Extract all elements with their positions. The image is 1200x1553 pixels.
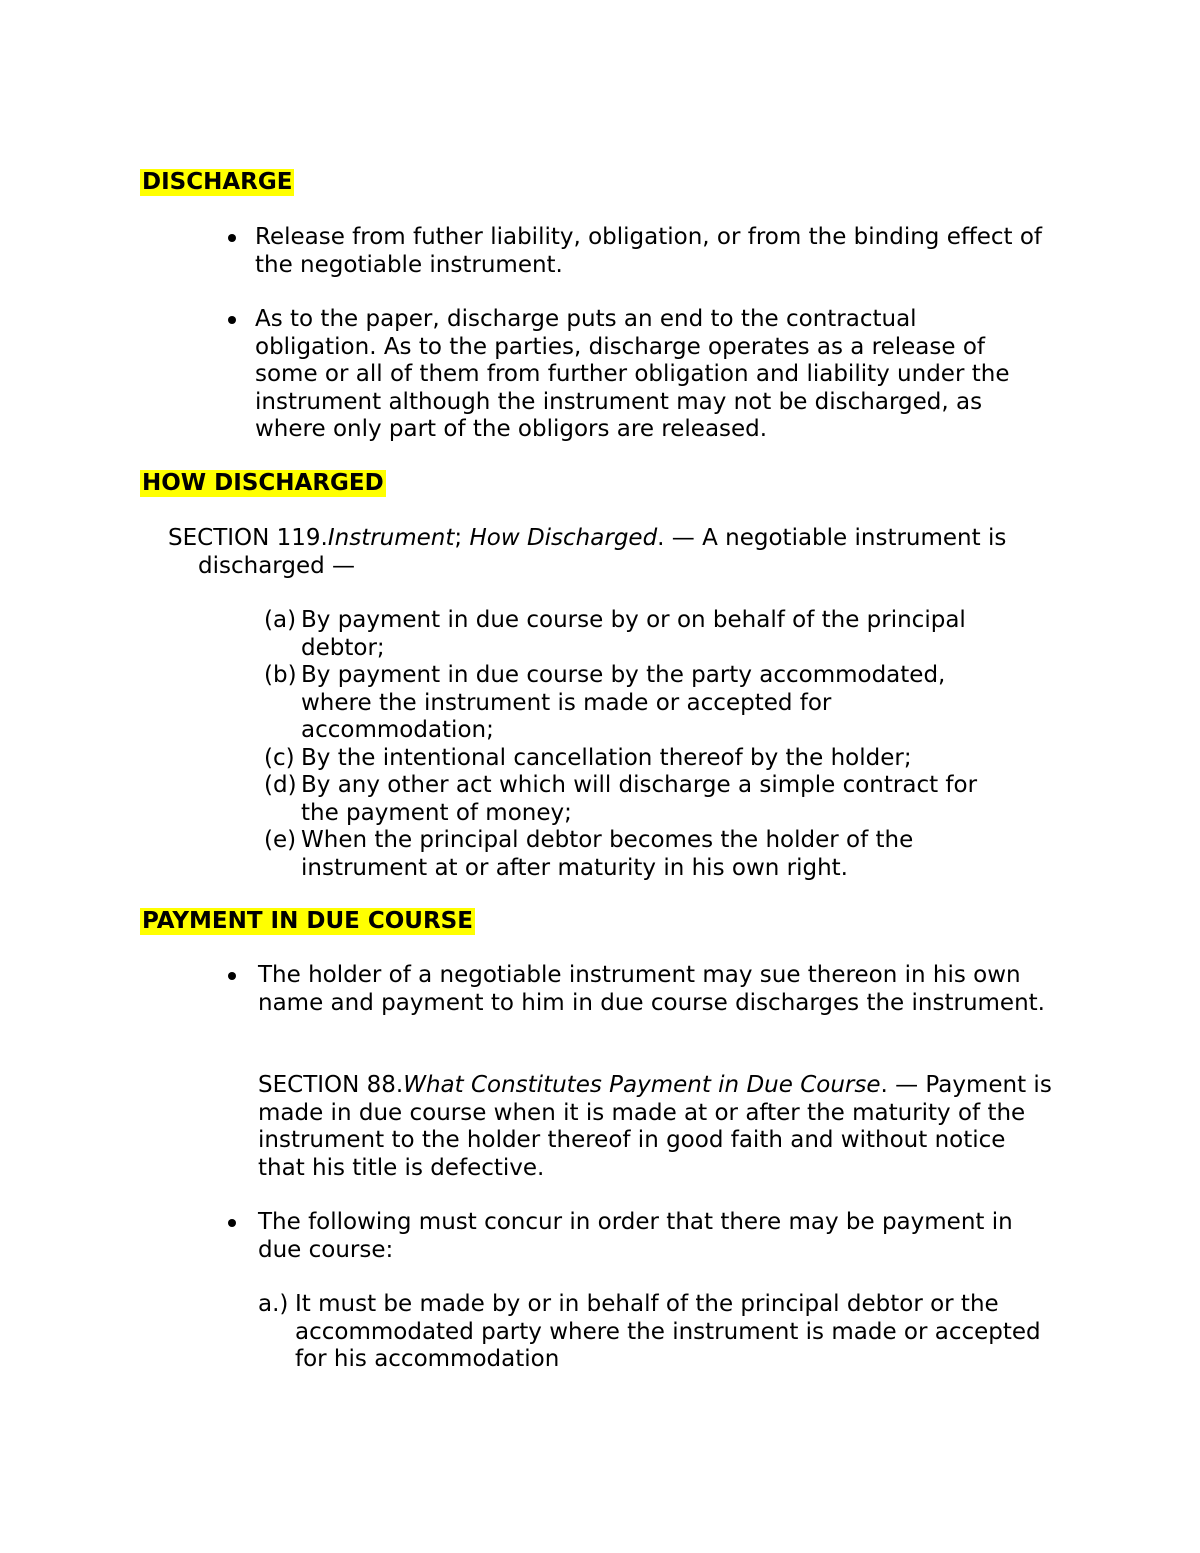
- list-item: [228, 224, 1068, 279]
- list-item: [264, 827, 991, 882]
- section-prefix: SECTION 119.: [168, 525, 328, 551]
- section-rest: . — A negotiable instrument is discharged —: [198, 525, 1007, 579]
- section-rest: . — Payment is made in due course when it is made at or after the maturity of the instrument to the holder thereof in good faith and without notice that his title is defective.: [258, 1072, 1052, 1181]
- list-item: [264, 745, 991, 773]
- item-text: When the principal debtor becomes the holder of the instrument at or after maturity in his own right.: [301, 827, 914, 881]
- list-item: [264, 772, 991, 827]
- list-item: [264, 607, 991, 662]
- section-119-intro: [168, 525, 1038, 580]
- section-title-a: Instrument: [327, 525, 455, 551]
- heading-text: HOW DISCHARGED: [142, 470, 384, 496]
- heading-payment-in-due-course: [140, 908, 475, 936]
- section-prefix: SECTION 88.: [258, 1072, 404, 1098]
- item-label: (e): [264, 827, 297, 853]
- item-label: (a): [264, 607, 297, 633]
- item-text: By payment in due course by or on behalf of the principal debtor;: [301, 607, 966, 661]
- section-title-b: How Discharged: [469, 525, 658, 551]
- item-text: By any other act which will discharge a simple contract for the payment of money;: [301, 772, 978, 826]
- item-label: (b): [264, 662, 297, 688]
- item-label: a.): [258, 1291, 289, 1317]
- bullet-text: The following must concur in order that there may be payment in due course:: [258, 1209, 1013, 1263]
- requisite-item: [258, 1291, 1068, 1374]
- section-88: [258, 1072, 1058, 1182]
- list-item: [228, 1209, 1048, 1264]
- item-text: By the intentional cancellation thereof by the holder;: [301, 744, 912, 771]
- section-sep: ;: [454, 525, 470, 551]
- heading-discharge: [140, 169, 294, 197]
- item-text: By payment in due course by the party accommodated, where the instrument is made or accepted for accommodation;: [301, 662, 946, 743]
- discharge-items-list: [264, 607, 1004, 882]
- bullet-text: The holder of a negotiable instrument may sue thereon in his own name and payment to him in due course discharges the instrument.: [258, 962, 1045, 1016]
- list-item: [228, 962, 1048, 1017]
- heading-text: PAYMENT IN DUE COURSE: [142, 908, 473, 934]
- bullet-text: Release from futher liability, obligation, or from the binding effect of the negotiable instrument.: [255, 224, 1042, 278]
- item-label: (c): [264, 744, 295, 771]
- bullet-text: As to the paper, discharge puts an end to the contractual obligation. As to the parties, discharge operates as a release of some or all of them from further obligation and liability under the instrument although the instrument may not be discharged, as where only part of the obligors are released.: [255, 306, 1010, 442]
- list-item: [228, 306, 1043, 444]
- section-title: What Constitutes Payment in Due Course: [403, 1072, 881, 1098]
- heading-text: DISCHARGE: [142, 169, 293, 195]
- list-item: [258, 1291, 1068, 1374]
- item-label: (d): [264, 772, 297, 798]
- list-item: [264, 662, 991, 745]
- item-text: It must be made by or in behalf of the principal debtor or the accommodated party where the instrument is made or accepted for his accommodation: [295, 1291, 1041, 1372]
- heading-how-discharged: [140, 470, 386, 498]
